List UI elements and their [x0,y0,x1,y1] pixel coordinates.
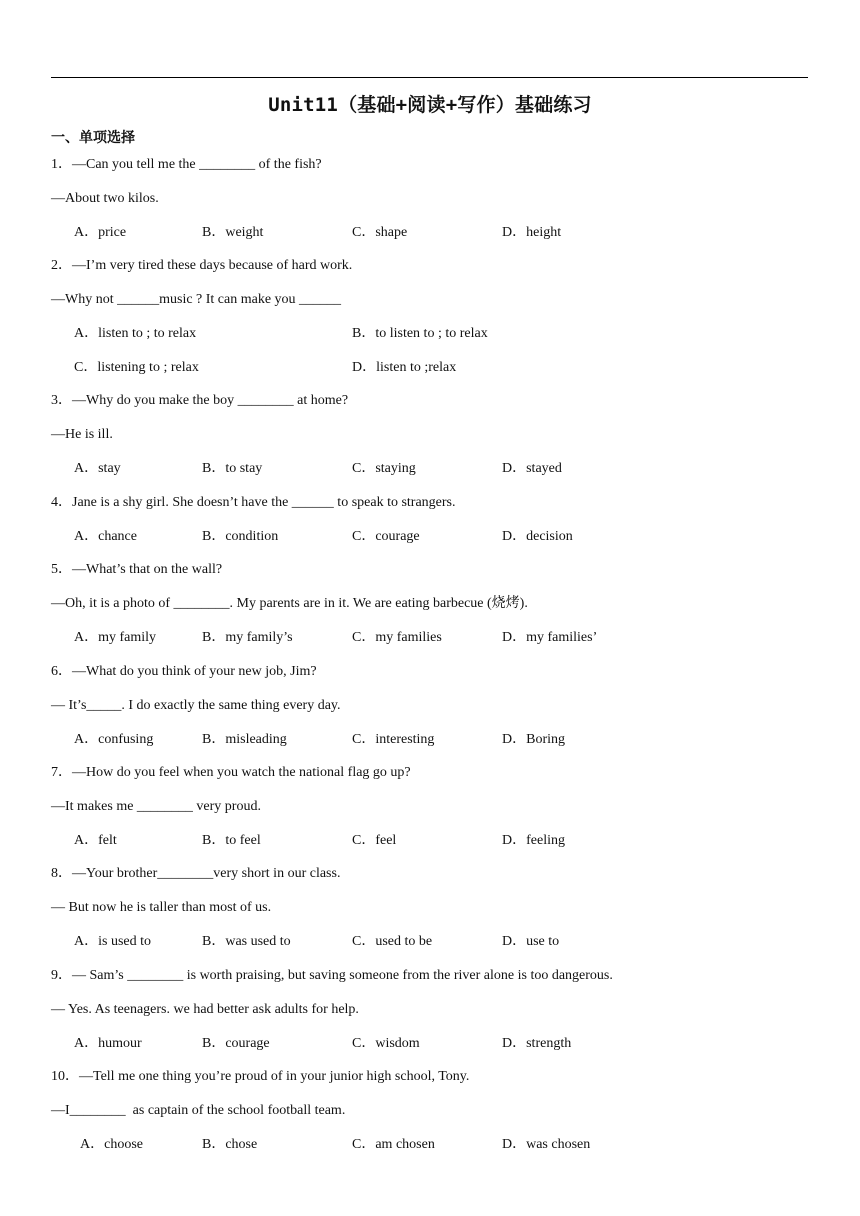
question-4-option-a: A．chance [74,529,137,544]
question-5-option-a: A．my family [74,630,157,645]
question-7-option-c: C．feel [352,833,397,848]
question-9-option-b: B．courage [202,1036,270,1051]
question-5-option-b: B．my family’s [202,630,293,645]
question-10-option-c: C．am chosen [352,1137,435,1152]
question-2-line-2: —Why not ______music ? It can make you ______ [51,292,342,307]
question-10-option-a: A．choose [80,1137,143,1152]
question-1-option-c: C．shape [352,225,408,240]
question-2-option-a: A．listen to ; to relax [74,326,197,341]
question-5-line-1: 5．—What’s that on the wall? [51,562,223,577]
question-2-option-d: D．listen to ;relax [352,360,457,375]
question-1-option-a: A．price [74,225,127,240]
question-8-option-d: D．use to [502,934,560,949]
question-4-option-d: D．decision [502,529,573,544]
question-10-line-2: —I________ as captain of the school football team. [51,1103,346,1118]
question-6-line-2: — It’s_____. I do exactly the same thing every day. [51,698,341,713]
question-6-option-b: B．misleading [202,732,287,747]
question-6-option-c: C．interesting [352,732,435,747]
question-10-option-b: B．chose [202,1137,258,1152]
question-8-option-c: C．used to be [352,934,433,949]
page-title: Unit11（基础+阅读+写作）基础练习 [268,94,592,116]
question-7-line-2: —It makes me ________ very proud. [51,799,261,814]
question-8-line-2: — But now he is taller than most of us. [51,900,272,915]
question-5-option-c: C．my families [352,630,442,645]
question-2-option-b: B．to listen to ; to relax [352,326,488,341]
header-rule [51,77,808,78]
question-5-line-2: —Oh, it is a photo of ________. My parents are in it. We are eating barbecue (烧烤). [51,596,528,611]
question-10-option-d: D．was chosen [502,1137,591,1152]
question-9-line-1: 9．— Sam’s ________ is worth praising, but saving someone from the river alone is too dangerous. [51,968,613,983]
question-7-line-1: 7．—How do you feel when you watch the national flag go up? [51,765,411,780]
question-6-option-d: D．Boring [502,732,565,747]
question-8-option-b: B．was used to [202,934,291,949]
question-3-option-c: C．staying [352,461,416,476]
section-heading: 一、单项选择 [51,130,135,146]
question-2-option-c: C．listening to ; relax [74,360,199,375]
question-6-line-1: 6．—What do you think of your new job, Jim? [51,664,317,679]
question-3-line-2: —He is ill. [51,427,113,442]
question-9-option-d: D．strength [502,1036,572,1051]
question-9-option-a: A．humour [74,1036,142,1051]
question-3-option-b: B．to stay [202,461,263,476]
question-1-line-2: —About two kilos. [51,191,159,206]
question-8-line-1: 8．—Your brother________very short in our class. [51,866,341,881]
question-7-option-d: D．feeling [502,833,565,848]
question-8-option-a: A．is used to [74,934,151,949]
question-3-line-1: 3．—Why do you make the boy ________ at home? [51,393,349,408]
question-1-option-d: D．height [502,225,562,240]
question-3-option-d: D．stayed [502,461,562,476]
question-5-option-d: D．my families’ [502,630,598,645]
question-10-line-1: 10．—Tell me one thing you’re proud of in your junior high school, Tony. [51,1069,470,1084]
question-2-line-1: 2．—I’m very tired these days because of hard work. [51,258,353,273]
question-4-line-1: 4．Jane is a shy girl. She doesn’t have the ______ to speak to strangers. [51,495,456,510]
question-9-line-2: — Yes. As teenagers. we had better ask adults for help. [51,1002,359,1017]
question-3-option-a: A．stay [74,461,121,476]
question-1-line-1: 1．—Can you tell me the ________ of the fish? [51,157,322,172]
question-7-option-a: A．felt [74,833,117,848]
question-4-option-c: C．courage [352,529,420,544]
question-6-option-a: A．confusing [74,732,154,747]
question-9-option-c: C．wisdom [352,1036,420,1051]
question-1-option-b: B．weight [202,225,264,240]
question-4-option-b: B．condition [202,529,279,544]
question-7-option-b: B．to feel [202,833,261,848]
